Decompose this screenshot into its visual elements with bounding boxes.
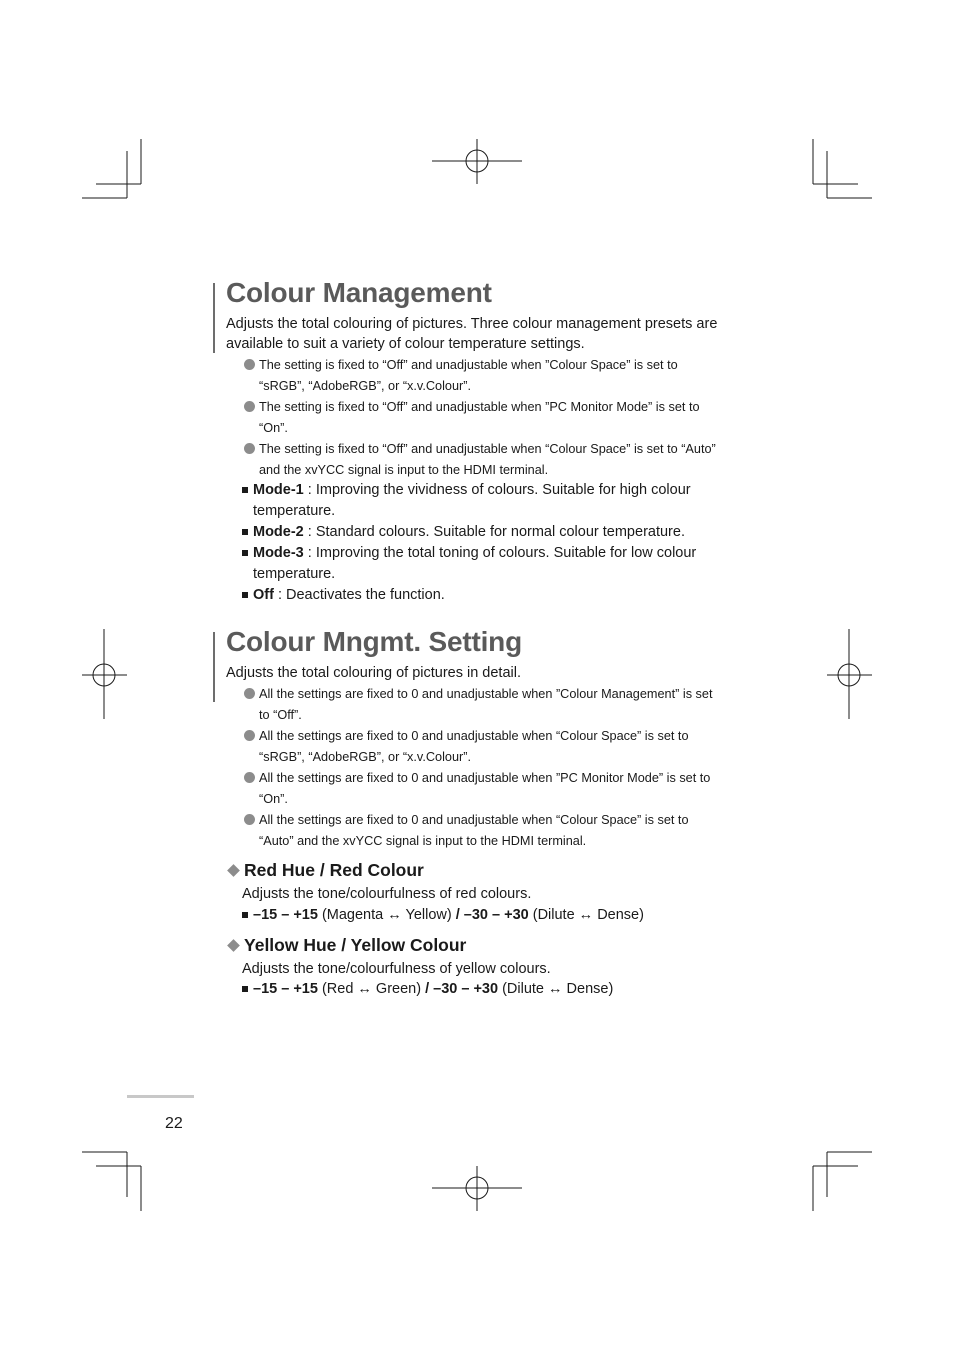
subsection-desc: Adjusts the tone/colourfulness of yellow colours.	[242, 961, 551, 977]
square-bullet-icon	[242, 986, 248, 992]
square-bullet-icon	[242, 487, 248, 493]
notes-list	[244, 355, 724, 481]
note-text: All the settings are fixed to 0 and unadjustable when ”Colour Management” is set to “Off”.	[259, 687, 713, 722]
mode-name: Off	[253, 587, 274, 603]
note-item	[244, 810, 724, 852]
note-text: The setting is fixed to “Off” and unadjustable when ”PC Monitor Mode” is set to “On”.	[259, 400, 700, 435]
note-item	[244, 439, 724, 481]
diamond-icon	[227, 939, 240, 952]
square-bullet-icon	[242, 529, 248, 535]
section-intro: Adjusts the total colouring of pictures in detail.	[226, 665, 521, 681]
note-text: All the settings are fixed to 0 and unadjustable when “Colour Space” is set to “Auto” and the xvYCC signal is input to the HDMI terminal.	[259, 813, 689, 848]
mode-name: Mode-2	[253, 524, 304, 540]
subsection-title	[226, 860, 424, 881]
mode-item	[242, 543, 732, 585]
note-item	[244, 684, 724, 726]
note-text: The setting is fixed to “Off” and unadjustable when “Colour Space” is set to “Auto” and the xvYCC signal is input to the HDMI terminal.	[259, 442, 716, 477]
range-line	[242, 979, 613, 999]
mode-desc: : Improving the vividness of colours. Suitable for high colour temperature.	[253, 482, 691, 519]
note-item	[244, 768, 724, 810]
mode-item	[242, 585, 732, 606]
modes-list	[242, 480, 732, 606]
section-intro: Adjusts the total colouring of pictures. Three colour management presets are available to suit a variety of colour temperature settings.	[226, 316, 718, 352]
note-item	[244, 397, 724, 439]
mode-desc: : Improving the total toning of colours. Suitable for low colour temperature.	[253, 545, 697, 582]
section-title: Colour Mngmt. Setting	[226, 626, 522, 657]
section-bar	[213, 283, 215, 353]
footer-rule	[127, 1095, 194, 1098]
note-item	[244, 355, 724, 397]
bullet-icon	[244, 443, 255, 454]
note-text: All the settings are fixed to 0 and unadjustable when ”PC Monitor Mode” is set to “On”.	[259, 771, 711, 806]
range-desc: (Dilute ↔ Dense)	[498, 981, 614, 997]
mode-desc: : Standard colours. Suitable for normal colour temperature.	[303, 524, 685, 540]
subsection-title	[226, 935, 466, 956]
subsection-desc: Adjusts the tone/colourfulness of red colours.	[242, 886, 532, 902]
range-desc: (Red ↔ Green)	[317, 981, 426, 997]
range-value: / –30 – +30	[425, 981, 499, 997]
notes-list	[244, 684, 724, 852]
note-item	[244, 726, 724, 768]
page-number: 22	[165, 1115, 183, 1132]
square-bullet-icon	[242, 592, 248, 598]
square-bullet-icon	[242, 550, 248, 556]
range-value: / –30 – +30	[455, 907, 529, 923]
note-text: The setting is fixed to “Off” and unadjustable when ”Colour Space” is set to “sRGB”, “AdobeRGB”, or “x.v.Colour”.	[259, 358, 678, 393]
section-bar	[213, 632, 215, 702]
mode-name: Mode-1	[253, 482, 304, 498]
subsection-title-text: Yellow Hue / Yellow Colour	[244, 935, 467, 955]
bullet-icon	[244, 401, 255, 412]
subsection-title-text: Red Hue / Red Colour	[244, 860, 424, 880]
bullet-icon	[244, 772, 255, 783]
range-value: –15 – +15	[253, 907, 318, 923]
range-desc: (Dilute ↔ Dense)	[528, 907, 644, 923]
bullet-icon	[244, 814, 255, 825]
square-bullet-icon	[242, 912, 248, 918]
section-title: Colour Management	[226, 277, 492, 308]
bullet-icon	[244, 359, 255, 370]
bullet-icon	[244, 688, 255, 699]
note-text: All the settings are fixed to 0 and unadjustable when “Colour Space” is set to “sRGB”, “AdobeRGB”, or “x.v.Colour”.	[259, 729, 689, 764]
range-desc: (Magenta ↔ Yellow)	[317, 907, 456, 923]
mode-name: Mode-3	[253, 545, 304, 561]
range-value: –15 – +15	[253, 981, 318, 997]
bullet-icon	[244, 730, 255, 741]
range-line	[242, 905, 644, 925]
diamond-icon	[227, 864, 240, 877]
mode-item	[242, 480, 732, 522]
mode-item	[242, 522, 732, 543]
mode-desc: : Deactivates the function.	[273, 587, 445, 603]
